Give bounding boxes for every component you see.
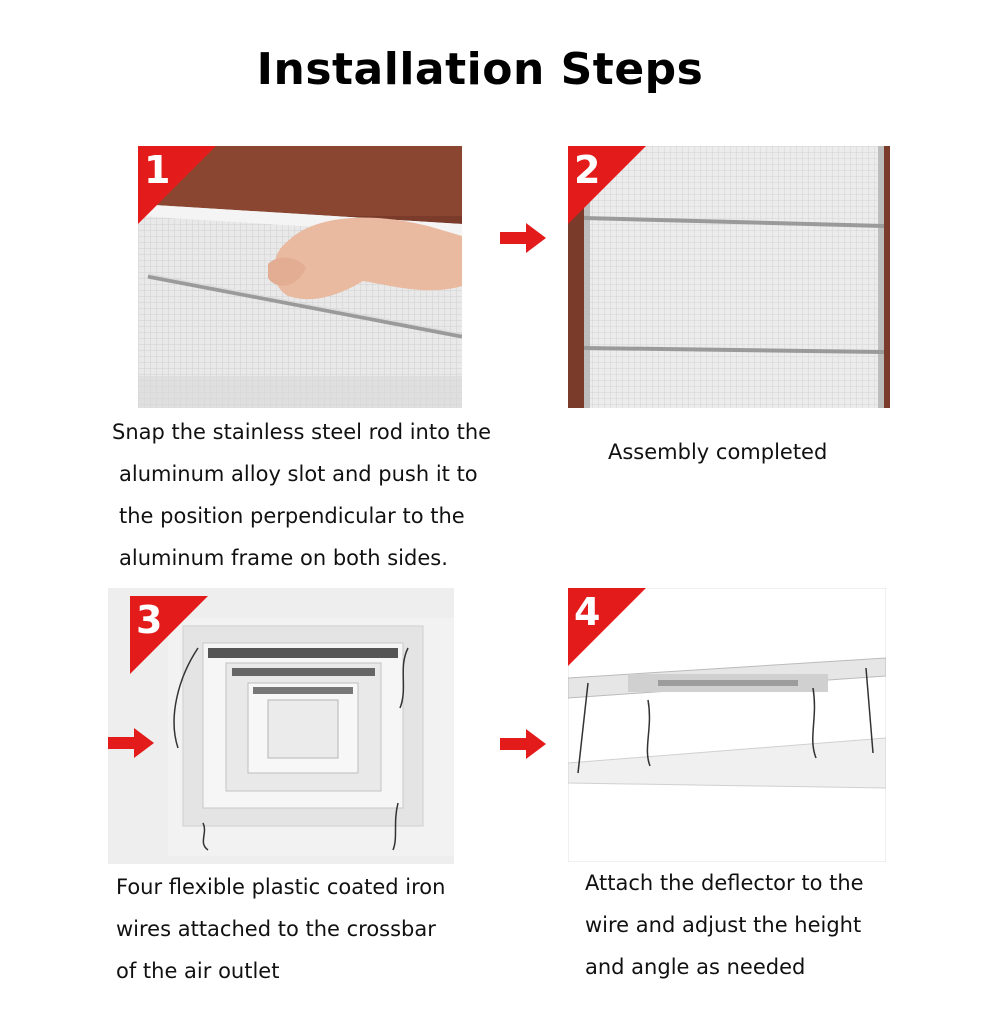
caption-line: Snap the stainless steel rod into the bbox=[112, 420, 492, 444]
step-2-photo bbox=[568, 146, 890, 408]
caption-line: of the air outlet bbox=[116, 959, 280, 983]
step-number-3: 3 bbox=[136, 598, 163, 642]
right-arrow-icon bbox=[108, 728, 154, 758]
caption-line: and angle as needed bbox=[585, 955, 806, 979]
caption-line: Four flexible plastic coated iron bbox=[116, 875, 446, 899]
step-number-2: 2 bbox=[574, 148, 601, 192]
step-3-photo bbox=[108, 588, 454, 864]
step-3-caption bbox=[116, 866, 445, 992]
right-arrow-icon bbox=[500, 223, 546, 253]
caption-line: aluminum frame on both sides. bbox=[119, 546, 448, 570]
caption-line: Attach the deflector to the bbox=[585, 871, 864, 895]
step-1-photo bbox=[138, 146, 462, 408]
step-4-caption bbox=[585, 862, 864, 988]
step-1-caption bbox=[112, 411, 491, 579]
caption-line: wire and adjust the height bbox=[585, 913, 862, 937]
page-title: Installation Steps bbox=[256, 44, 704, 95]
step-number-4: 4 bbox=[574, 590, 601, 634]
step-4-photo bbox=[568, 588, 886, 862]
caption-line: aluminum alloy slot and push it to bbox=[119, 462, 478, 486]
caption-line: wires attached to the crossbar bbox=[116, 917, 436, 941]
step-2-caption bbox=[608, 431, 827, 473]
step-number-1: 1 bbox=[144, 148, 171, 192]
right-arrow-icon bbox=[500, 729, 546, 759]
caption-line: the position perpendicular to the bbox=[119, 504, 465, 528]
caption-line: Assembly completed bbox=[608, 440, 828, 464]
